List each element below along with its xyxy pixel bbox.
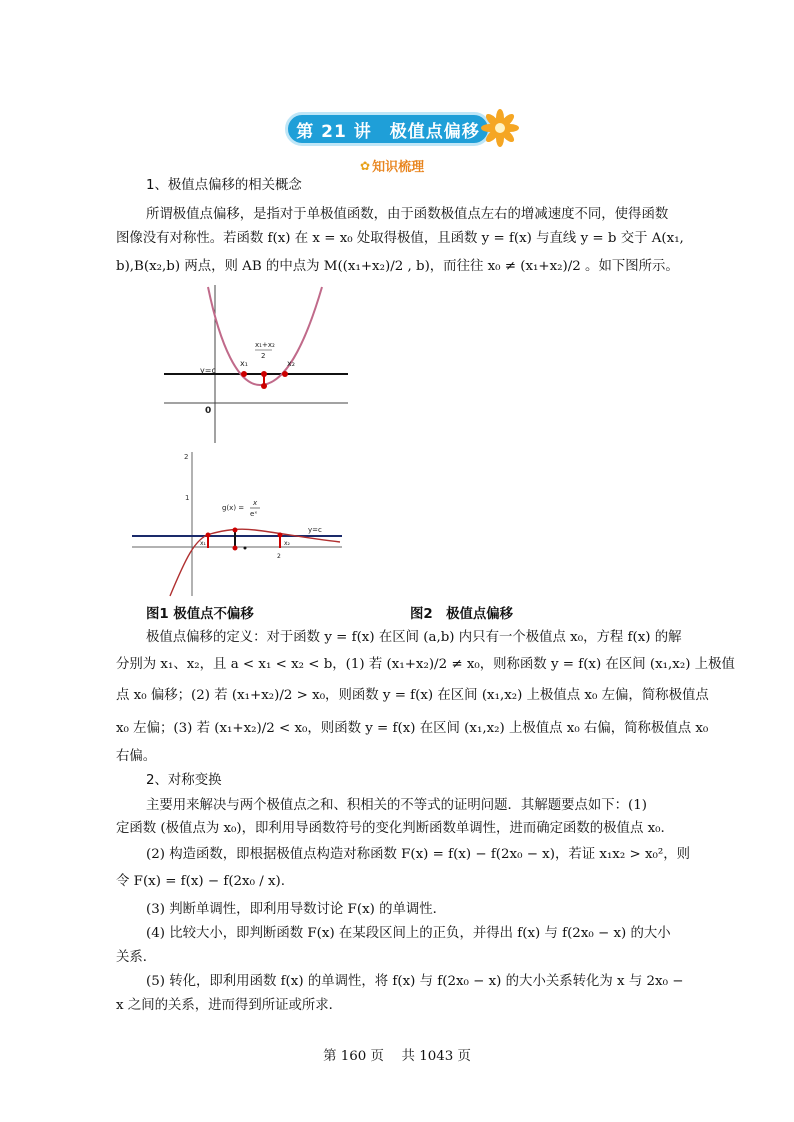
flower-icon: [480, 108, 520, 148]
fig2-point-x1: [206, 533, 211, 538]
caption-figure-1: 图1 极值点不偏移: [146, 607, 254, 622]
definition-line-2: 分别为 x₁、x₂，且 a < x₁ < x₂ < b，(1) 若 (x₁+x₂)/2 ≠ x₀，则称函数 y = f(x) 在区间 (x₁,x₂) 上极值: [116, 657, 735, 672]
fig2-point-peak: [233, 528, 238, 533]
fig2-label-2: 2: [277, 553, 281, 560]
lecture-title-banner: [285, 112, 491, 146]
subheading-text: 知识梳理: [372, 160, 425, 175]
fig2-label-func: g(x) =: [222, 504, 245, 512]
section2-line-8: (5) 转化，即利用函数 f(x) 的单调性，将 f(x) 与 f(2x₀ − x) 的大小关系转化为 x 与 2x₀ −: [146, 974, 684, 989]
figure-1: [160, 285, 350, 445]
fig1-label-yc: y=c: [200, 366, 216, 375]
section2-line-2: 定函数 (极值点为 x₀)，即利用导函数符号的变化判断函数单调性，进而确定函数的极值点 x₀.: [116, 821, 665, 836]
fig1-label-origin: 0: [205, 406, 212, 416]
fig1-point-min: [261, 383, 267, 389]
figure-2: [130, 450, 345, 598]
fig2-label-yc: y=c: [308, 526, 322, 534]
fig2-label-y2: 2: [184, 453, 189, 461]
definition-line-3: 点 x₀ 偏移；(2) 若 (x₁+x₂)/2 > x₀，则函数 y = f(x) 在区间 (x₁,x₂) 上极值点 x₀ 左偏，简称极值点: [116, 688, 709, 703]
caption-figure-2: 图2 极值点偏移: [410, 607, 514, 622]
fig1-point-x1: [241, 371, 247, 377]
section2-line-7: 关系．: [116, 950, 157, 965]
fig2-label-den: eˣ: [250, 510, 258, 518]
definition-line-5: 右偏。: [116, 749, 157, 764]
lecture-title: 第 21 讲 极值点偏移: [296, 121, 480, 142]
section1-line-2: 图像没有对称性。若函数 f(x) 在 x = x₀ 处取得极值，且函数 y = f(x) 与直线 y = b 交于 A(x₁,: [116, 231, 684, 246]
section2-heading: 2、对称变换: [146, 773, 222, 788]
fig2-label-y1: 1: [185, 494, 190, 502]
fig1-point-x2: [282, 371, 288, 377]
subheading: [360, 156, 424, 175]
section2-line-4: 令 F(x) = f(x) − f(2x₀ / x).: [116, 874, 286, 889]
fig2-label-num: x: [253, 499, 258, 507]
section1-line-3: b),B(x₂,b) 两点，则 AB 的中点为 M((x₁+x₂)/2 , b)，而往往 x₀ ≠ (x₁+x₂)/2 。如下图所示。: [116, 259, 679, 274]
fig2-label-x2: x₂: [284, 540, 290, 547]
page-footer: 第 160 页 共 1043 页: [323, 1049, 471, 1064]
fig1-label-mid-num: x₁+x₂: [255, 341, 275, 349]
fig2-point-mid: [244, 547, 247, 550]
fig1-label-mid-den: 2: [261, 352, 266, 360]
fig2-point-base: [233, 546, 238, 551]
section2-line-6: (4) 比较大小，即判断函数 F(x) 在某段区间上的正负，并得出 f(x) 与 f(2x₀ − x) 的大小: [146, 926, 671, 941]
star-icon: ✿: [360, 158, 371, 173]
section1-heading: 1、极值点偏移的相关概念: [146, 178, 302, 193]
section2-line-3: (2) 构造函数，即根据极值点构造对称函数 F(x) = f(x) − f(2x₀ − x)，若证 x₁x₂ > x₀²，则: [146, 847, 691, 862]
section2-line-5: (3) 判断单调性，即利用导数讨论 F(x) 的单调性．: [146, 902, 447, 917]
fig1-point-mid: [261, 371, 267, 377]
definition-line-4: x₀ 左偏；(3) 若 (x₁+x₂)/2 < x₀，则函数 y = f(x) 在区间 (x₁,x₂) 上极值点 x₀ 右偏，简称极值点 x₀: [116, 721, 709, 736]
fig2-point-x2: [278, 533, 283, 538]
section1-line-1: 所谓极值点偏移，是指对于单极值函数，由于函数极值点左右的增减速度不同，使得函数: [146, 207, 669, 222]
fig1-label-x1: x₁: [240, 359, 248, 368]
definition-line-1: 极值点偏移的定义：对于函数 y = f(x) 在区间 (a,b) 内只有一个极值点 x₀，方程 f(x) 的解: [146, 630, 682, 645]
section2-line-1: 主要用来解决与两个极值点之和、积相关的不等式的证明问题．其解题要点如下：(1): [146, 798, 648, 813]
section2-line-9: x 之间的关系，进而得到所证或所求．: [116, 998, 343, 1013]
fig2-label-x1: x₁: [200, 540, 206, 547]
fig1-label-x2: x₂: [287, 359, 295, 368]
